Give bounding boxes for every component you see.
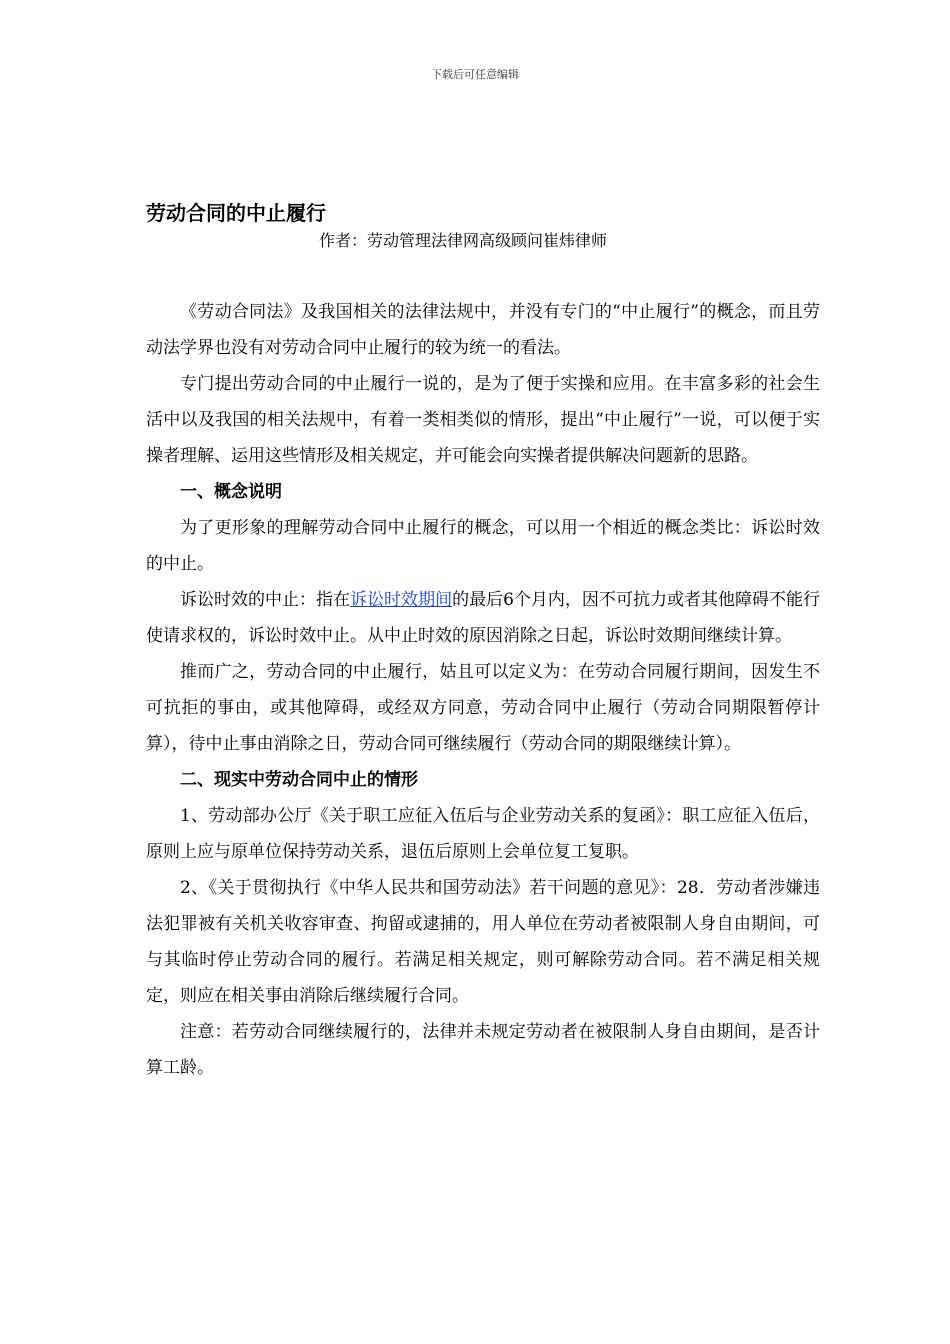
paragraph-analogy: 为了更形象的理解劳动合同中止履行的概念，可以用一个相近的概念类比：诉讼时效的中止。 [146,518,820,574]
document-author: 作者：劳动管理法律网高级顾问崔炜律师 [319,231,608,250]
paragraph-purpose: 专门提出劳动合同的中止履行一说的，是为了便于实操和应用。在丰富多彩的社会生活中以及我国的相关法规中，有着一类相类似的情形，提出“中止履行”一说，可以便于实操者理解、运用这些情形及相关规定，并可能会向实操者提供解决问题新的思路。 [146,374,820,466]
section-heading-concept: 一、概念说明 [180,482,282,502]
document-title: 劳动合同的中止履行 [146,201,326,225]
document-body [146,198,820,1086]
paragraph-case-2: 2、《关于贯彻执行《中华人民共和国劳动法》若干问题的意见》：28．劳动者涉嫌违法犯罪被有关机关收容审查、拘留或逮捕的，用人单位在劳动者被限制人身自由期间，可与其临时停止劳动合同的履行。若满足相关规定，则可解除劳动合同。若不满足相关规定，则应在相关事由消除后继续履行合同。 [146,878,820,1006]
page-header-note: 下载后可任意编辑 [431,68,519,81]
paragraph-case-1: 1、劳动部办公厅《关于职工应征入伍后与企业劳动关系的复函》：职工应征入伍后，原则上应与原单位保持劳动关系，退伍后原则上会单位复工复职。 [146,806,820,862]
section-heading-cases: 二、现实中劳动合同中止的情形 [180,770,418,790]
paragraph-limitation-suspension [146,582,820,654]
paragraph-intro: 《劳动合同法》及我国相关的法律法规中，并没有专门的“中止履行”的概念，而且劳动法学界也没有对劳动合同中止履行的较为统一的看法。 [146,302,820,358]
paragraph-definition: 推而广之，劳动合同的中止履行，姑且可以定义为：在劳动合同履行期间，因发生不可抗拒的事由，或其他障碍，或经双方同意，劳动合同中止履行（劳动合同期限暂停计算），待中止事由消除之日，劳动合同可继续履行（劳动合同的期限继续计算）。 [146,662,820,754]
paragraph-text-segment: 的最后6个月内，因不可抗力或者其他障碍不能行使请求权的，诉讼时效中止。从中止时效的原因消除之日起，诉讼时效期间继续计算。 [146,590,820,646]
paragraph-note: 注意：若劳动合同继续履行的，法律并未规定劳动者在被限制人身自由期间，是否计算工龄。 [146,1022,820,1078]
paragraph-text-segment: 诉讼时效的中止：指在 [180,590,351,610]
limitation-period-link[interactable]: 诉讼时效期间 [350,590,453,610]
article-text [146,294,820,1086]
